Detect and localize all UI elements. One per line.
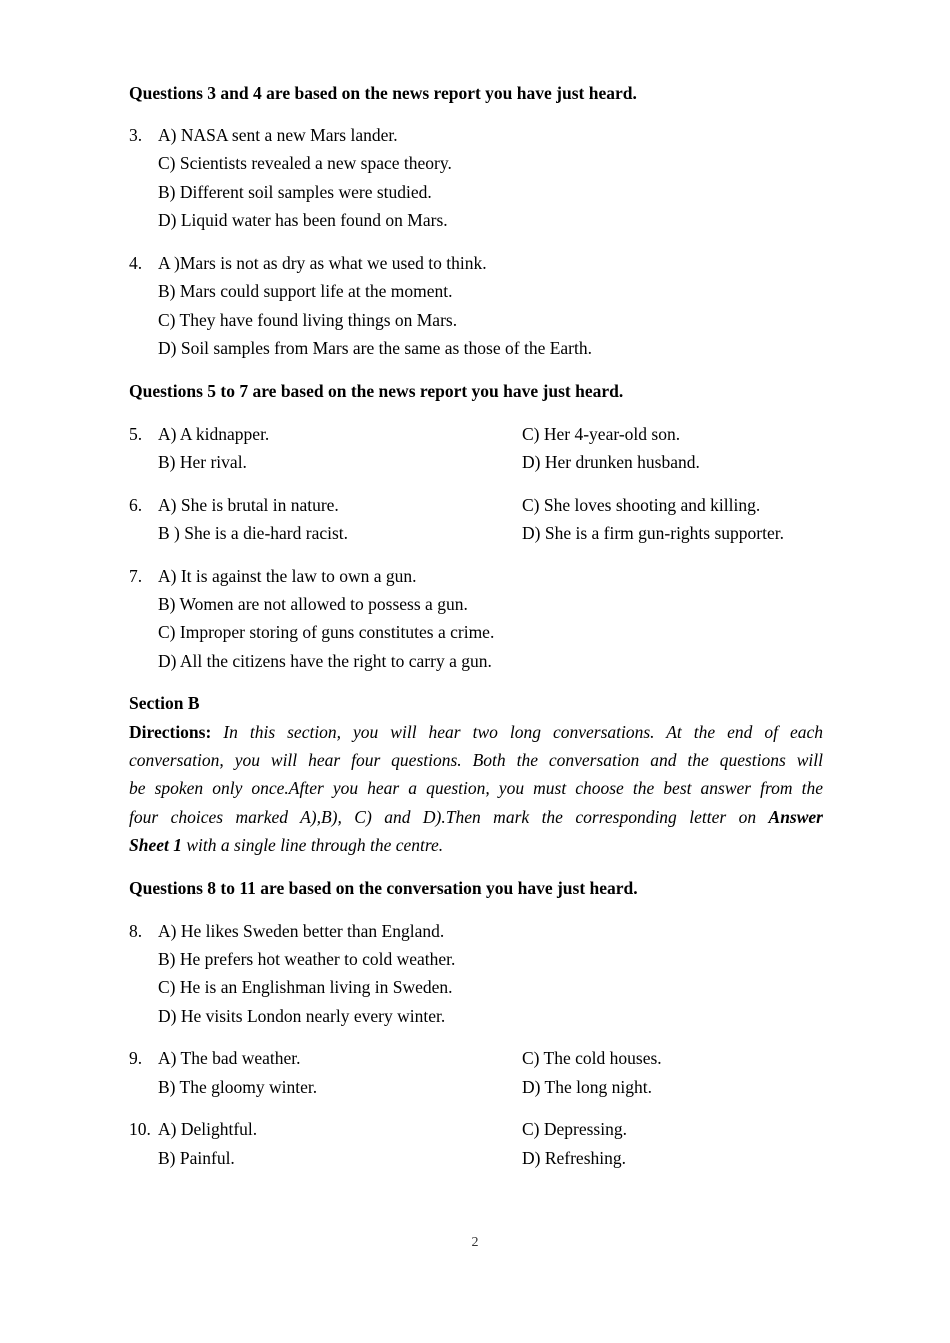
section-b-title: Section B <box>129 693 200 713</box>
option-c: C) Her 4-year-old son. <box>522 424 681 444</box>
option-d: D) The long night. <box>522 1077 652 1097</box>
directions-line-5 <box>129 834 823 856</box>
directions-line-3: be spoken only once.After you hear a question, you must choose the best answer from the <box>129 778 823 798</box>
question-number: 7. <box>129 566 143 586</box>
option-c: C) He is an Englishman living in Sweden. <box>158 977 453 997</box>
heading-q5-7: Questions 5 to 7 are based on the news report you have just heard. <box>129 381 624 401</box>
option-b: B ) She is a die-hard racist. <box>158 523 349 543</box>
directions-text: with a single line through the centre. <box>186 835 444 855</box>
directions-line-2: conversation, you will hear four questions. Both the conversation and the questions will <box>129 750 823 770</box>
question-number: 3. <box>129 125 143 145</box>
option-d: D) Refreshing. <box>522 1148 627 1168</box>
option-d: D) Liquid water has been found on Mars. <box>158 210 448 230</box>
option-d: D) All the citizens have the right to carry a gun. <box>158 651 492 671</box>
option-a: A) She is brutal in nature. <box>158 495 339 515</box>
directions-line-4 <box>129 806 823 828</box>
question-number: 6. <box>129 495 143 515</box>
question-number: 10. <box>129 1119 151 1139</box>
option-b: B) The gloomy winter. <box>158 1077 318 1097</box>
answer-sheet-ref: Answer <box>768 807 823 827</box>
option-b: B) He prefers hot weather to cold weather. <box>158 949 456 969</box>
option-b: B) Different soil samples were studied. <box>158 182 432 202</box>
option-d: D) He visits London nearly every winter. <box>158 1006 446 1026</box>
question-number: 4. <box>129 253 143 273</box>
option-a: A) A kidnapper. <box>158 424 270 444</box>
directions-text: four choices marked A),B), C) and D).Then mark the corresponding letter on <box>129 807 757 827</box>
option-d: D) Her drunken husband. <box>522 452 700 472</box>
option-a: A) It is against the law to own a gun. <box>158 566 417 586</box>
option-c: C) The cold houses. <box>522 1048 662 1068</box>
option-b: B) Her rival. <box>158 452 247 472</box>
directions-line-1 <box>129 721 823 743</box>
option-c: C) Scientists revealed a new space theory. <box>158 153 452 173</box>
directions-label: Directions: <box>129 722 212 742</box>
option-a: A) Delightful. <box>158 1119 258 1139</box>
page-number: 2 <box>471 1235 479 1250</box>
option-a: A) NASA sent a new Mars lander. <box>158 125 398 145</box>
option-c: C) Improper storing of guns constitutes a crime. <box>158 622 495 642</box>
option-d: D) She is a firm gun-rights supporter. <box>522 523 784 543</box>
answer-sheet-ref: Sheet 1 <box>129 835 182 855</box>
option-d: D) Soil samples from Mars are the same as those of the Earth. <box>158 338 592 358</box>
option-b: B) Mars could support life at the moment. <box>158 281 453 301</box>
option-c: C) She loves shooting and killing. <box>522 495 761 515</box>
option-a: A) He likes Sweden better than England. <box>158 921 445 941</box>
question-number: 5. <box>129 424 143 444</box>
option-a: A) The bad weather. <box>158 1048 301 1068</box>
option-c: C) Depressing. <box>522 1119 627 1139</box>
question-number: 8. <box>129 921 143 941</box>
heading-q8-11: Questions 8 to 11 are based on the conversation you have just heard. <box>129 878 638 898</box>
option-c: C) They have found living things on Mars. <box>158 310 458 330</box>
heading-q3-4: Questions 3 and 4 are based on the news report you have just heard. <box>129 83 637 103</box>
question-number: 9. <box>129 1048 143 1068</box>
option-a: A )Mars is not as dry as what we used to think. <box>158 253 487 273</box>
directions-text: In this section, you will hear two long conversations. At the end of each <box>223 722 823 742</box>
option-b: B) Painful. <box>158 1148 235 1168</box>
option-b: B) Women are not allowed to possess a gun. <box>158 594 468 614</box>
